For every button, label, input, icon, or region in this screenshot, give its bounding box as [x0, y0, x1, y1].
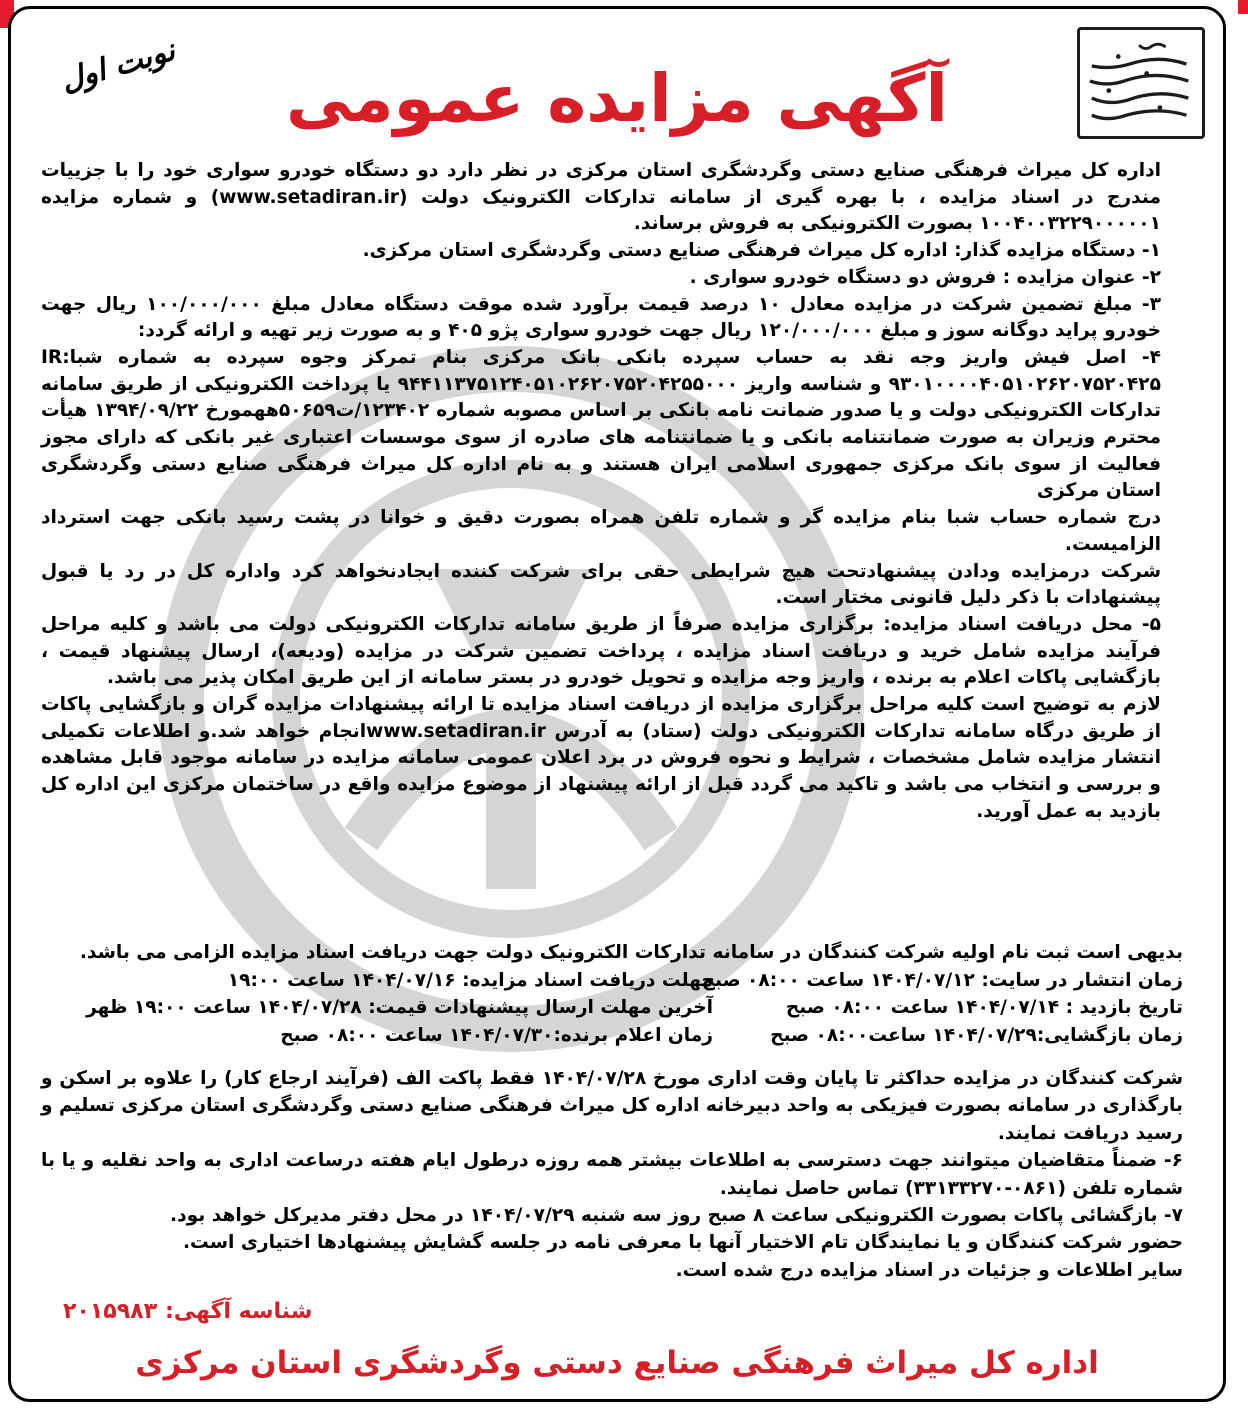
corner-mark-right [1238, 0, 1248, 14]
note-paragraph [41, 692, 1183, 826]
ministry-logo-icon [1080, 30, 1202, 136]
notice-tail [41, 1065, 1183, 1284]
round-label: نوبت اول [57, 32, 179, 99]
note-text-b: انجام خواهد شد.و اطلاعات تکمیلی انتشار مزایده شامل مشخصات ، شرایط و نحوه فروش در برد اعلان عمومی سامانه مزایده در سامانه موجود قابل مشاهده و بررسی و انتخاب می باشد و تاکید می گردد قبل از ارائه پیشنهاد از موضوع مزایده واقع در ساختمان مرکزی این اداره کل بازدید به عمل آورید. [41, 720, 1161, 822]
ad-id [63, 1299, 312, 1324]
register-paragraph: بدیهی است ثبت نام اولیه شرکت کنندگان در سامانه تدارکات الکترونیک دولت جهت دریافت اسناد مزایده الزامی می باشد. [79, 942, 1183, 963]
schedule-row [41, 1022, 1183, 1050]
ministry-logo [1077, 27, 1205, 139]
deliver-paragraph: شرکت کنندگان در مزایده حداکثر تا پایان وقت اداری مورخ ۱۴۰۴/۰۷/۲۸ فقط پاکت الف (فرآیند ارجاع کار) را علاوه بر اسکن و بارگذاری در سامانه بصورت فیزیکی به واحد دبیرخانه اداره کل میراث فرهنگی صنایع دستی وگردشگری استان مرکزی تسلیم و رسید دریافت نمایند. [41, 1068, 1183, 1144]
item-6: ۶- ضمناً متقاضیان میتوانند جهت دسترسی به اطلاعات بیشتر همه روزه درطول ایام هفته درساعت اداری به واحد نقلیه و یا با شماره تلفن (۰۸۶۱-۳۳۱۳۳۲۷۰) تماس حاصل نمایند. [41, 1150, 1183, 1199]
notice-body [41, 158, 1183, 826]
winner-time: زمان اعلام برنده:۱۴۰۴/۰۷/۳۰ ساعت ۰۸:۰۰ صبح [280, 1024, 713, 1046]
item-7: ۷- بازگشائی پاکات بصورت الکترونیکی ساعت ۸ صبح روز سه شنبه ۱۴۰۴/۰۷/۲۹ در محل دفتر مدیرکل خواهد بود. [170, 1205, 1183, 1227]
intro-text-a: اداره کل میراث فرهنگی صنایع دستی وگردشگری استان مرکزی در نظر دارد دو دستگاه خودرو سواری خود را با جزییات مندرج در اسناد مزایده ، با بهره گیری از سامانه تدارکات الکترونیک دولت ( [41, 160, 1161, 208]
publish-time: زمان انتشار در سایت: ۱۴۰۴/۰۷/۱۲ ساعت ۰۸:۰۰ صبح [701, 969, 1183, 991]
bid-deadline: آخرین مهلت ارسال پیشنهادات قیمت: ۱۴۰۴/۰۷/۲۸ ساعت ۱۹:۰۰ ظهر [86, 997, 713, 1018]
schedule-block [41, 939, 1183, 1049]
rights-paragraph: شرکت درمزایده ودادن پیشنهادتحت هیچ شرایطی حقی برای شرکت کننده ایجادنخواهد کرد واداره کل در رد یا قبول پیشنهادات با ذکر دلیل قانونی مختار است. [41, 560, 1161, 609]
item-1: ۱- دستگاه مزایده گذار: اداره کل میراث فرهنگی صنایع دستی وگردشگری استان مرکزی. [362, 240, 1161, 262]
intro-text-b: ) و شماره مزایده ۱۰۰۴۰۰۳۲۲۹۰۰۰۰۰۱ بصورت الکترونیکی به فروش برساند. [41, 186, 1161, 235]
note-site-link[interactable]: www.setadiran.ir [366, 720, 546, 742]
opening-time: زمان بازگشایی:۱۴۰۴/۰۷/۲۹ ساعت۰۸:۰۰ صبح [770, 1024, 1183, 1046]
page-title: آگهی مزایده عمومی [285, 60, 949, 137]
notice-frame [8, 6, 1226, 1402]
intro-paragraph [41, 158, 1183, 238]
ad-id-label: شناسه آگهی: [165, 1299, 313, 1324]
footer-organization: اداره کل میراث فرهنگی صنایع دستی وگردشگری استان مرکزی [135, 1345, 1099, 1381]
sheba-paragraph: درج شماره حساب شبا بنام مزایده گر و شماره تلفن همراه بصورت دقیق و خوانا در پشت رسید بانکی جهت استرداد الزامیست. [41, 507, 1161, 555]
intro-site-link[interactable]: www.setadiran.ir [219, 186, 399, 208]
item-4: ۴- اصل فیش واریز وجه نقد به حساب سپرده بانکی بانک مرکزی بنام تمرکز وجوه سپرده به شماره شبا:IR ۹۳۰۱۰۰۰۰۴۰۵۱۰۲۶۲۰۷۵۲۰۴۲۵ و شناسه واریز ۹۴۴۱۱۳۷۵۱۲۴۰۵۱۰۲۶۲۰۷۵۲۰۴۲۵۵۰۰۰ یا پرداخت الکترونیکی از طریق سامانه تدارکات الکترونیکی دولت و یا صدور ضمانت نامه بانکی بر اساس مصوبه شماره ۱۲۳۴۰۲/ت۵۰۶۵۹ههمورخ ۱۳۹۴/۰۹/۲۲ هیأت محترم وزیران به صورت ضمانتنامه بانکی و یا ضمانتنامه های صادره از سوی موسسات اعتباری غیر بانکی که دارای مجوز فعالیت از سوی بانک مرکزی جمهوری اسلامی ایران هستند و به نام اداره کل میراث فرهنگی صنایع دستی وگردشگری استان مرکزی [41, 346, 1162, 502]
doc-deadline: مهلت دریافت اسناد مزایده: ۱۴۰۴/۰۷/۱۶ ساعت ۱۹:۰۰ [227, 969, 713, 991]
schedule-row [41, 967, 1183, 995]
item-5: ۵- محل دریافت اسناد مزایده: برگزاری مزایده صرفاً از طریق سامانه تدارکات الکترونیکی دولت می باشد و کلیه مراحل فرآیند مزایده شامل خرید و دریافت اسناد مزایده ، پرداخت تضمین شرکت در مزایده (ودیعه)، ارسال پیشنهاد قیمت ، بازگشایی پاکات اعلام به برنده ، واریز وجه مزایده و تحویل خودرو در بستر سامانه از این طریق امکان پذیر می باشد. [41, 613, 1161, 689]
schedule-row [41, 994, 1183, 1022]
note-text-a: لازم به توضیح است کلیه مراحل برگزاری مزایده از دریافت اسناد مزایده تا ارائه پیشنهادات مزایده گران و بازگشایی پاکات از طریق درگاه سامانه تدارکات الکترونیکی دولت (ستاد) به آدرس [41, 694, 1161, 742]
ad-id-value: ۲۰۱۵۹۸۳ [63, 1299, 157, 1324]
item-2: ۲- عنوان مزایده : فروش دو دستگاه خودرو سواری . [689, 266, 1161, 288]
item-3: ۳- مبلغ تضمین شرکت در مزایده معادل ۱۰ درصد قیمت برآورد شده موقت دستگاه معادل مبلغ ۱۰۰/۰۰۰/۰۰۰ ریال جهت خودرو پراید دوگانه سوز و مبلغ ۱۲۰/۰۰۰/۰۰۰ ریال جهت خودرو سواری پژو ۴۰۵ و به صورت زیر تهیه و ارائه گردد: [41, 293, 1161, 342]
visit-time: تاریخ بازدید : ۱۴۰۴/۰۷/۱۴ ساعت ۰۸:۰۰ صبح [785, 997, 1183, 1018]
other-info-paragraph: سایر اطلاعات و جزئیات در اسناد مزایده درج شده است. [675, 1259, 1183, 1281]
presence-paragraph: حضور شرکت کنندگان و یا نمایندگان تام الاختیار آنها با معرفی نامه در جلسه گشایش پیشنهادها اختیاری است. [182, 1232, 1183, 1254]
